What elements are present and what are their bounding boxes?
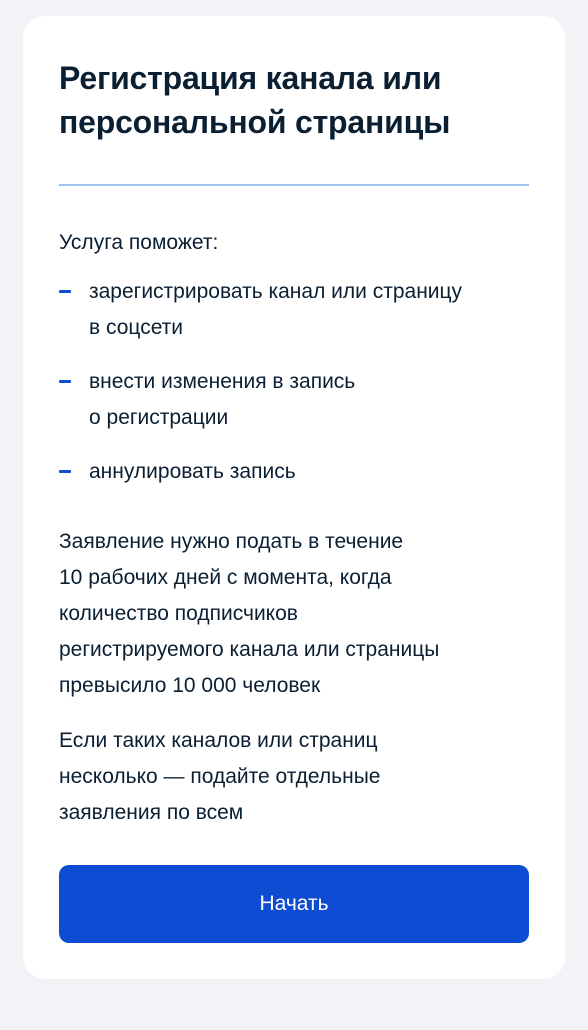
title-divider	[59, 184, 529, 186]
service-list	[59, 274, 529, 508]
dash-bullet-icon	[59, 380, 71, 383]
service-card	[23, 16, 565, 979]
page-title: Регистрация канала или персональной страницы	[59, 60, 451, 140]
list-item	[59, 454, 529, 490]
list-item-text: аннулировать запись	[89, 460, 296, 483]
list-item	[59, 274, 529, 346]
multiple-channels-paragraph: Если таких каналов или страниц несколько — подайте отдельные заявления по всем	[59, 729, 381, 824]
deadline-paragraph: Заявление нужно подать в течение 10 рабочих дней с момента, когда количество подписчиков регистрируемого канала или страницы превысило 10 000 человек	[59, 530, 440, 697]
list-item	[59, 364, 529, 436]
dash-bullet-icon	[59, 470, 71, 473]
list-item-text: зарегистрировать канал или страницу в соцсети	[89, 280, 463, 339]
start-button[interactable]: Начать	[59, 865, 529, 943]
intro-text: Услуга поможет:	[59, 231, 219, 254]
dash-bullet-icon	[59, 290, 71, 293]
list-item-text: внести изменения в запись о регистрации	[89, 370, 356, 429]
